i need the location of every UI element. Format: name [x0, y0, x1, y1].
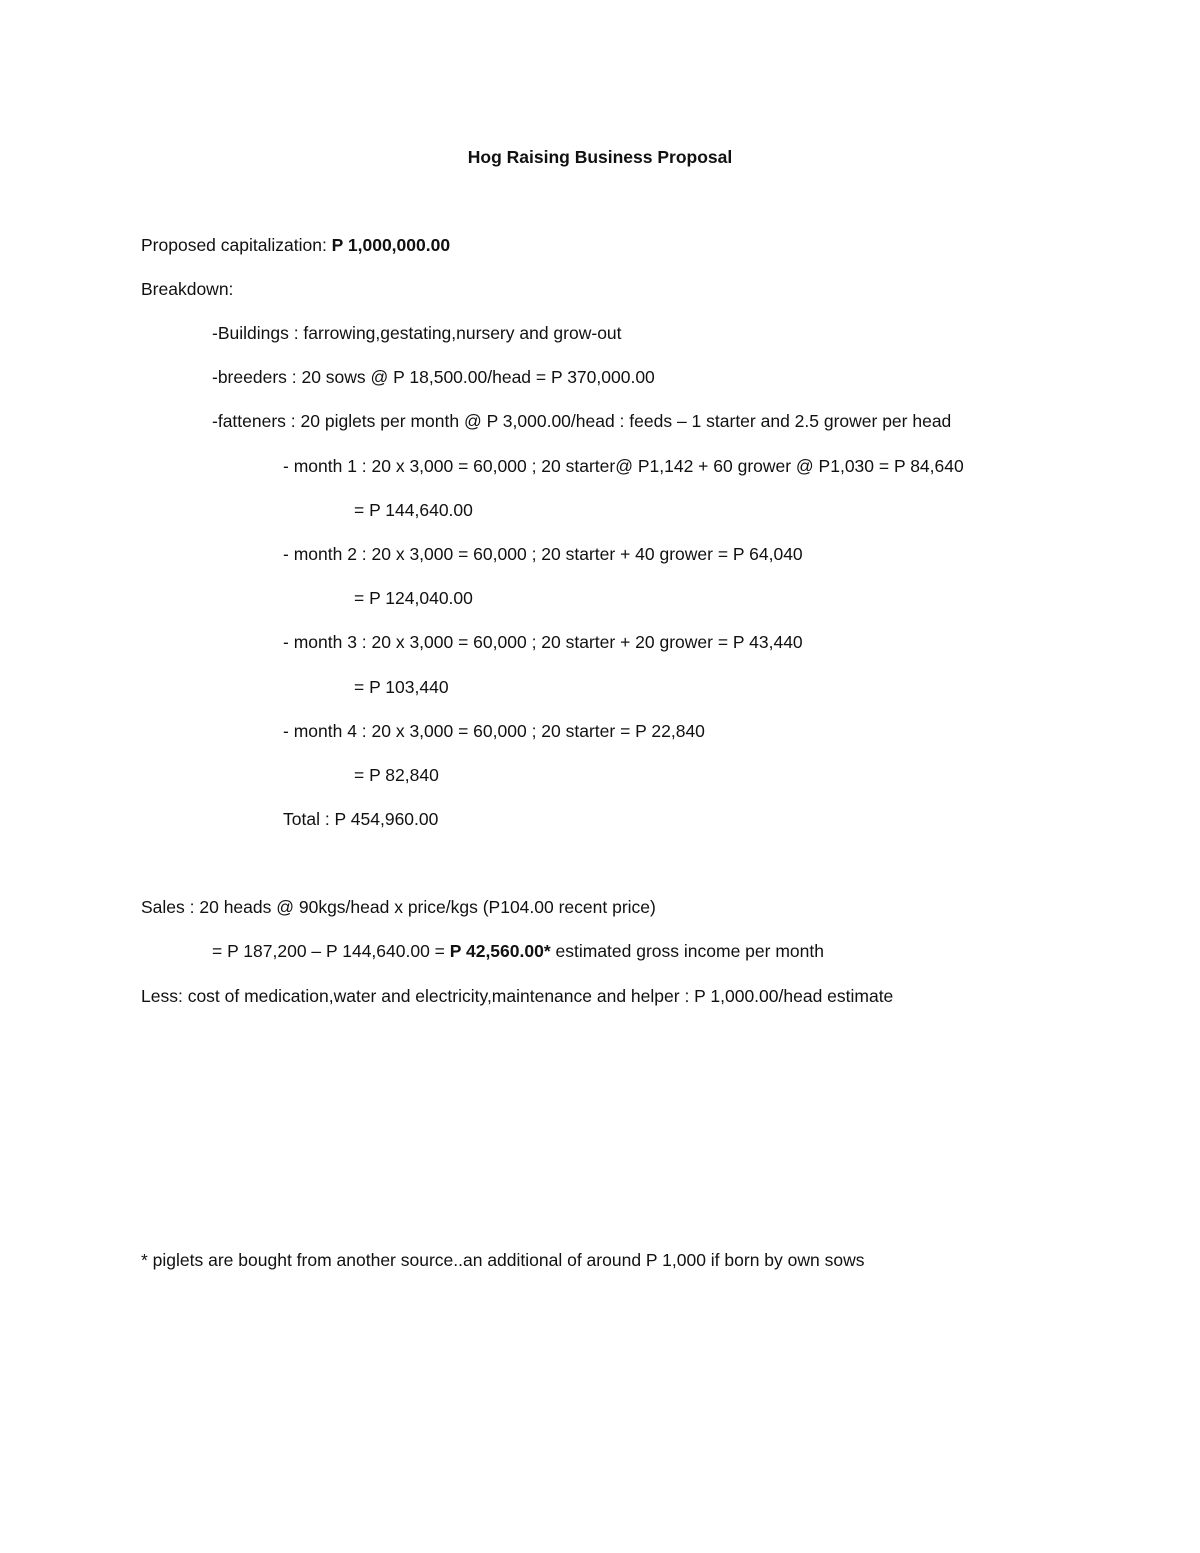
footnote: * piglets are bought from another source..an additional of around P 1,000 if born by own sows: [141, 1250, 865, 1270]
gross-income-suffix: estimated gross income per month: [550, 941, 824, 961]
gross-income-amount: P 42,560.00*: [449, 941, 551, 961]
month-4-line: - month 4 : 20 x 3,000 = 60,000 ; 20 starter = P 22,840: [283, 721, 705, 741]
buildings-line: -Buildings : farrowing,gestating,nursery and grow-out: [212, 323, 622, 343]
gross-income-prefix: = P 187,200 – P 144,640.00 =: [212, 941, 450, 961]
month-4-total: = P 82,840: [354, 765, 439, 785]
month-2-total: = P 124,040.00: [354, 588, 473, 608]
breakdown-label: Breakdown:: [141, 279, 234, 299]
less-costs-line: Less: cost of medication,water and electricity,maintenance and helper : P 1,000.00/head estimate: [141, 986, 894, 1006]
month-1-line: - month 1 : 20 x 3,000 = 60,000 ; 20 starter@ P1,142 + 60 grower @ P1,030 = P 84,640: [283, 456, 964, 476]
fatteners-total: Total : P 454,960.00: [283, 809, 439, 829]
month-3-line: - month 3 : 20 x 3,000 = 60,000 ; 20 starter + 20 grower = P 43,440: [283, 632, 803, 652]
fatteners-line: -fatteners : 20 piglets per month @ P 3,000.00/head : feeds – 1 starter and 2.5 grower per head: [212, 411, 952, 431]
capitalization-value: P 1,000,000.00: [331, 235, 451, 255]
month-2-line: - month 2 : 20 x 3,000 = 60,000 ; 20 starter + 40 grower = P 64,040: [283, 544, 803, 564]
month-1-total: = P 144,640.00: [354, 500, 473, 520]
document-title: Hog Raising Business Proposal: [467, 147, 733, 167]
capitalization-line: [141, 234, 450, 256]
gross-income-line: [212, 940, 824, 962]
sales-line: Sales : 20 heads @ 90kgs/head x price/kgs (P104.00 recent price): [141, 897, 656, 917]
month-3-total: = P 103,440: [354, 677, 449, 697]
breeders-line: -breeders : 20 sows @ P 18,500.00/head = P 370,000.00: [212, 367, 655, 387]
capitalization-label: Proposed capitalization:: [141, 235, 332, 255]
